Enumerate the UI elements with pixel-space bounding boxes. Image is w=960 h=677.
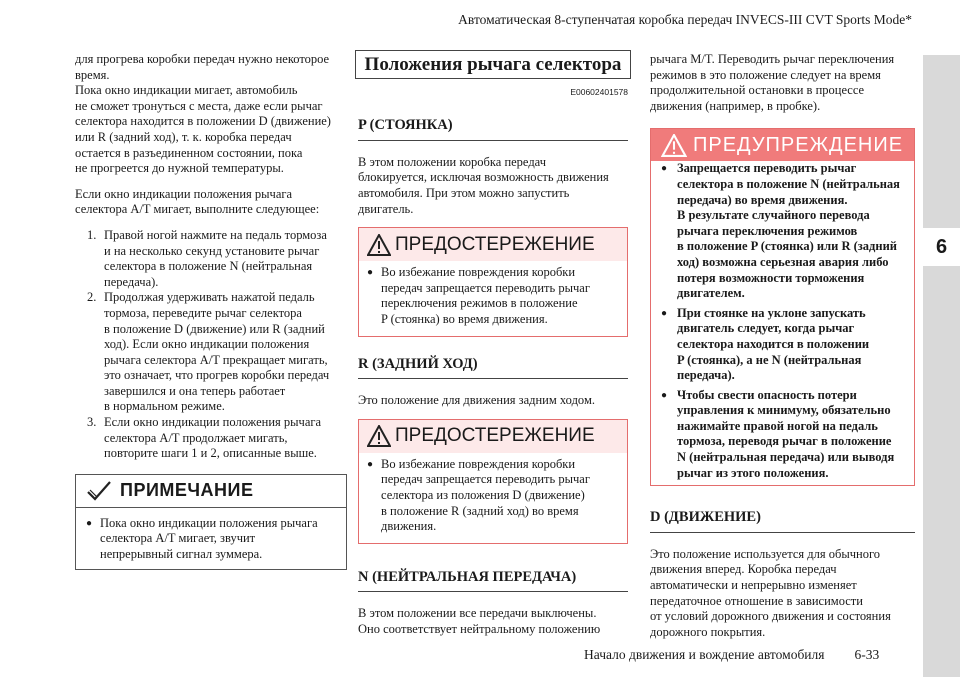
note-header (76, 475, 346, 508)
paragraph-drive: Это положение используется для обычного движения вперед. Коробка передач автоматически и непрерывно изменяет передаточное отношение в зависимости от условий дорожного движения и состояния дорожного покрытия. (650, 546, 891, 639)
chapter-side-tab (923, 55, 960, 677)
page-number: 6-33 (854, 647, 880, 662)
column-right (650, 52, 915, 650)
warning-item: ● При стоянке на уклоне запускать двигатель следует, когда рычаг селектора находится в положении P (стоянка), а не N (нейтральная передача). (651, 306, 914, 388)
warning-triangle-icon (367, 234, 391, 256)
steps-list (75, 228, 347, 462)
pencil-check-icon (84, 476, 114, 506)
paragraph-reverse: Это положение для движения задним ходом. (358, 393, 595, 408)
warning-triangle-icon (661, 134, 687, 157)
paragraph-neutral-cont: рычага M/T. Переводить рычаг переключения режимов в это положение следует на время продолжительной остановки в процессе движения (например, в пробке). (650, 52, 895, 113)
caution-box-reverse (358, 419, 628, 544)
list-item: 1. Правой ногой нажмите на педаль тормоза и на несколько секунд установите рычаг селектора в положение N (нейтральная передача). (87, 227, 327, 289)
caution-title: ПРЕДОСТЕРЕЖЕНИЕ (395, 425, 595, 447)
page-header: Автоматическая 8-ступенчатая коробка передач INVECS-III CVT Sports Mode* (458, 12, 912, 27)
list-item: 3. Если окно индикации положения рычага селектора A/T продолжает мигать, повторите шаги 1 и 2, описанные выше. (87, 415, 322, 461)
paragraph-blinking: Если окно индикации положения рычага селектора A/T мигает, выполните следующее: (75, 186, 320, 217)
doc-code: E00602401578 (570, 86, 628, 97)
heading-drive: D (ДВИЖЕНИЕ) (650, 510, 915, 533)
warning-triangle-icon (367, 425, 391, 447)
caution-item: ● Во избежание повреждения коробки передач запрещается переводить рычаг селектора из положения D (движение) в положение R (задний ход) во время движения. (359, 453, 627, 543)
paragraph-park: В этом положении коробка передач блокируется, исключая возможность движения автомобиля. При этом можно запустить двигатель. (358, 154, 609, 216)
warning-item: ● Запрещается переводить рычаг селектора в положение N (нейтральная передача) во время движения. В результате случайного перевода рычага переключения режимов в положение P (стоянка) или R (задний ход) возможна серьезная авария либо потеря возможности торможения двигателем. (651, 161, 914, 305)
paragraph-neutral: В этом положении все передачи выключены. Оно соответствует нейтральному положению (358, 606, 601, 636)
heading-reverse: R (ЗАДНИЙ ХОД) (358, 357, 628, 380)
heading-park: P (СТОЯНКА) (358, 118, 628, 141)
list-item: 2. Продолжая удерживать нажатой педаль тормоза, переведите рычаг селектора в положение D (движение) или R (задний ход). Если окно индикации положения рычага селектора A/T прекращает мигать, это означает, что прогрев коробки передач завершился и она теперь работает в нормальном режиме. (87, 290, 330, 414)
page-footer (584, 647, 879, 663)
chapter-number: 6 (923, 228, 960, 266)
section-title: Положения рычага селектора (355, 50, 631, 79)
warning-item: ● Чтобы свести опасность потери управления к минимуму, обязательно нажимайте правой ногой на педаль тормоза, переводя рычаг в положение N (нейтральная передача) или выводя рычаг из этого положения. (651, 388, 914, 486)
column-middle (358, 52, 628, 647)
footer-section: Начало движения и вождение автомобиля (584, 647, 825, 662)
note-box (75, 474, 347, 570)
paragraph-warmup: для прогрева коробки передач нужно некоторое время. Пока окно индикации мигает, автомобиль не сможет тронуться с места, даже если рычаг селектора находится в положении D (движение) или R (задний ход), т. к. коробка передач остается в разъединенном состоянии, пока не прогреется до нужной температуры. (75, 52, 331, 176)
warning-title: ПРЕДУПРЕЖДЕНИЕ (693, 133, 904, 156)
caution-item: ● Во избежание повреждения коробки передач запрещается переводить рычаг переключения режимов в положение P (стоянка) во время движения. (359, 261, 627, 335)
caution-box-park (358, 227, 628, 336)
note-title: ПРИМЕЧАНИЕ (120, 480, 254, 501)
warning-box (650, 128, 915, 486)
column-left (75, 52, 347, 570)
heading-neutral: N (НЕЙТРАЛЬНАЯ ПЕРЕДАЧА) (358, 570, 628, 593)
note-item: ● Пока окно индикации положения рычага селектора A/T мигает, звучит непрерывный сигнал зуммера. (76, 508, 346, 569)
caution-title: ПРЕДОСТЕРЕЖЕНИЕ (395, 233, 595, 255)
